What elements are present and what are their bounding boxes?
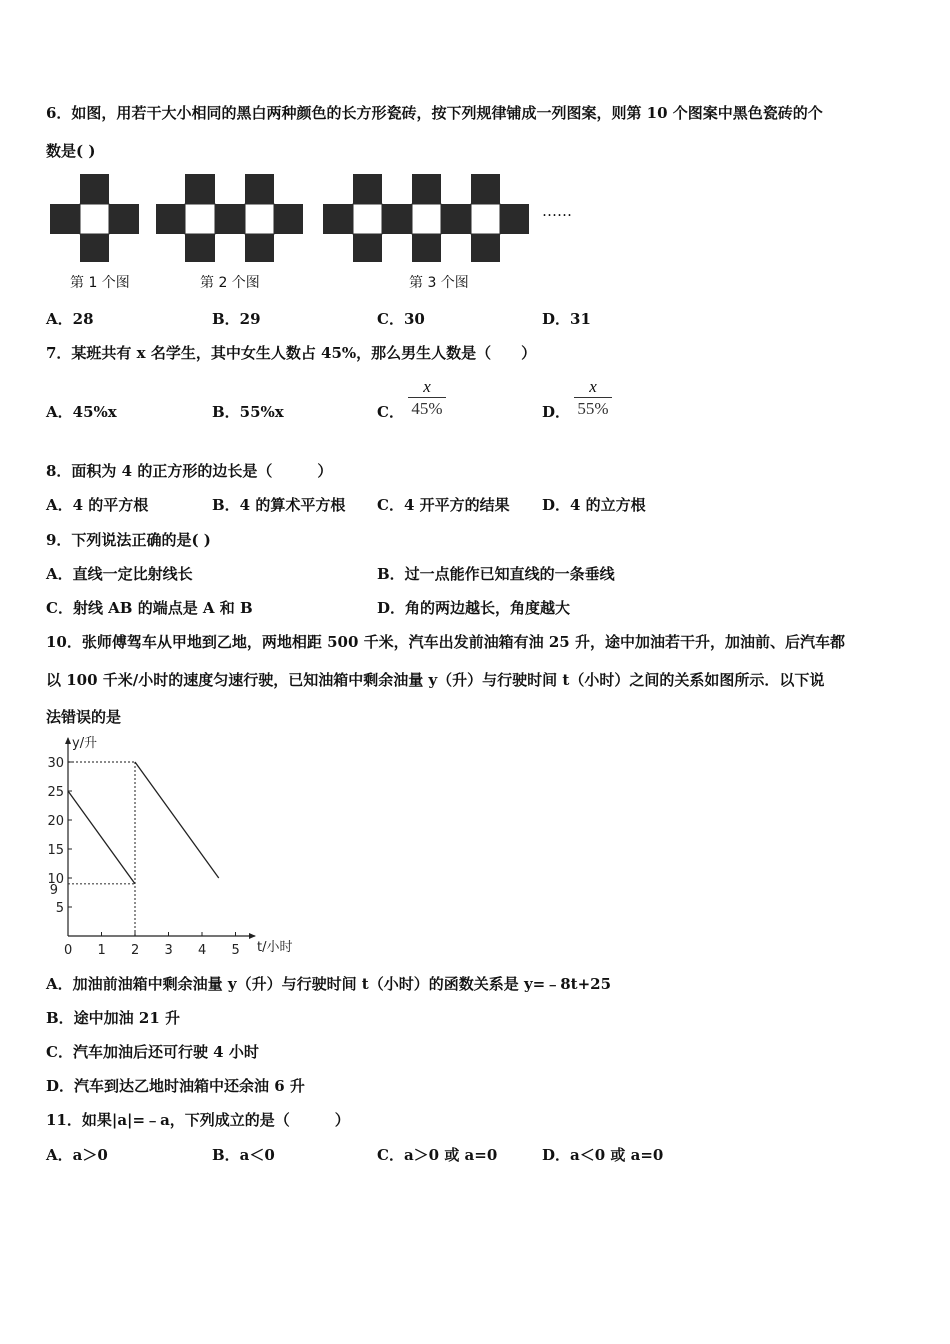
q6-option-d[interactable]: D．31	[542, 310, 591, 328]
q11-option-a[interactable]: A．a＞0	[46, 1146, 108, 1164]
tile-pattern-1	[50, 174, 139, 262]
q10-option-d[interactable]: D．汽车到达乙地时油箱中还余油 6 升	[46, 1077, 305, 1095]
fuel-chart	[30, 728, 310, 964]
x-axis-arrow	[249, 933, 256, 939]
q10-option-c[interactable]: C．汽车加油后还可行驶 4 小时	[46, 1043, 259, 1061]
q8-option-a[interactable]: A．4 的平方根	[46, 496, 149, 514]
pattern-caption-1: 第 1 个图	[70, 275, 130, 291]
q7-option-d-fraction[interactable]	[574, 378, 612, 419]
q7-option-a[interactable]: A．45%x	[46, 403, 117, 421]
q7-option-c-label[interactable]: C．	[377, 403, 404, 421]
y-tick-label-extra: 9	[49, 882, 58, 898]
q9-stem: 9．下列说法正确的是( )	[46, 531, 211, 549]
tile-pattern-3	[323, 174, 529, 262]
y-tick-label: 20	[47, 814, 64, 829]
q11-option-c[interactable]: C．a＞0 或 a=0	[377, 1146, 498, 1164]
q8-stem: 8．面积为 4 的正方形的边长是（ ）	[46, 462, 333, 480]
q8-option-c[interactable]: C．4 开平方的结果	[377, 496, 510, 514]
y-tick-label: 25	[47, 785, 64, 800]
series-line-1	[68, 791, 135, 884]
q10-stem-line1: 10．张师傅驾车从甲地到乙地，两地相距 500 千米，汽车出发前油箱有油 25 升，途中加油若干升，加油前、后汽车都	[46, 633, 845, 651]
x-tick-label: 5	[231, 943, 240, 958]
q6-option-c[interactable]: C．30	[377, 310, 425, 328]
chart-guides	[68, 762, 135, 936]
q7-option-d-label[interactable]: D．	[542, 403, 571, 421]
x-tick-label: 3	[164, 943, 173, 958]
pattern-caption-3: 第 3 个图	[409, 275, 469, 291]
series-line-2	[135, 762, 219, 878]
q8-option-b[interactable]: B．4 的算术平方根	[212, 496, 346, 514]
q7-option-b[interactable]: B．55%x	[212, 403, 284, 421]
q6-option-a[interactable]: A．28	[46, 310, 94, 328]
pattern-caption-2: 第 2 个图	[200, 275, 260, 291]
q10-option-b[interactable]: B．途中加油 21 升	[46, 1009, 180, 1027]
q10-stem-line3: 法错误的是	[46, 708, 122, 726]
q7-option-c-numerator: x	[423, 377, 431, 396]
q9-option-b[interactable]: B．过一点能作已知直线的一条垂线	[377, 565, 615, 583]
q11-option-d[interactable]: D．a＜0 或 a=0	[542, 1146, 664, 1164]
x-tick-label: 0	[64, 943, 73, 958]
q9-option-d[interactable]: D．角的两边越长，角度越大	[377, 599, 571, 617]
y-tick-label: 5	[55, 901, 64, 916]
x-tick-label: 2	[131, 943, 140, 958]
q6-stem-line2: 数是( )	[46, 142, 96, 160]
x-axis-label: t/小时	[257, 940, 293, 955]
y-tick-label: 15	[47, 843, 64, 858]
q7-option-d-numerator: x	[589, 377, 597, 396]
y-tick-label: 10	[47, 872, 64, 887]
q6-option-b[interactable]: B．29	[212, 310, 261, 328]
q11-stem: 11．如果|a|=﹣a，下列成立的是（ ）	[46, 1111, 350, 1129]
pattern-ellipsis: ……	[542, 202, 572, 220]
tile-pattern-2	[156, 174, 303, 262]
q7-option-c-fraction[interactable]	[408, 378, 446, 419]
q10-stem-line2: 以 100 千米/小时的速度匀速行驶，已知油箱中剩余油量 y（升）与行驶时间 t（小时）之间的关系如图所示．以下说	[46, 671, 825, 689]
y-tick-label: 30	[47, 756, 64, 771]
q10-option-a[interactable]: A．加油前油箱中剩余油量 y（升）与行驶时间 t（小时）的函数关系是 y=﹣8t+25	[46, 975, 612, 993]
q8-option-d[interactable]: D．4 的立方根	[542, 496, 646, 514]
q7-option-d-denominator: 55%	[577, 399, 609, 418]
q6-stem-line1: 6．如图，用若干大小相同的黑白两种颜色的长方形瓷砖，按下列规律铺成一列图案，则第 10 个图案中黑色瓷砖的个	[46, 104, 823, 122]
q7-stem: 7．某班共有 x 名学生，其中女生人数占 45%，那么男生人数是（ ）	[46, 344, 537, 362]
q9-option-c[interactable]: C．射线 AB 的端点是 A 和 B	[46, 599, 253, 617]
chart-series	[68, 762, 219, 884]
q9-option-a[interactable]: A．直线一定比射线长	[46, 565, 193, 583]
q11-option-b[interactable]: B．a＜0	[212, 1146, 275, 1164]
x-tick-label: 4	[198, 943, 207, 958]
q7-option-c-denominator: 45%	[411, 399, 443, 418]
y-axis-label: y/升	[72, 736, 98, 751]
x-tick-label: 1	[97, 943, 106, 958]
y-axis-arrow	[65, 737, 71, 744]
tile-patterns-figure	[0, 0, 950, 300]
